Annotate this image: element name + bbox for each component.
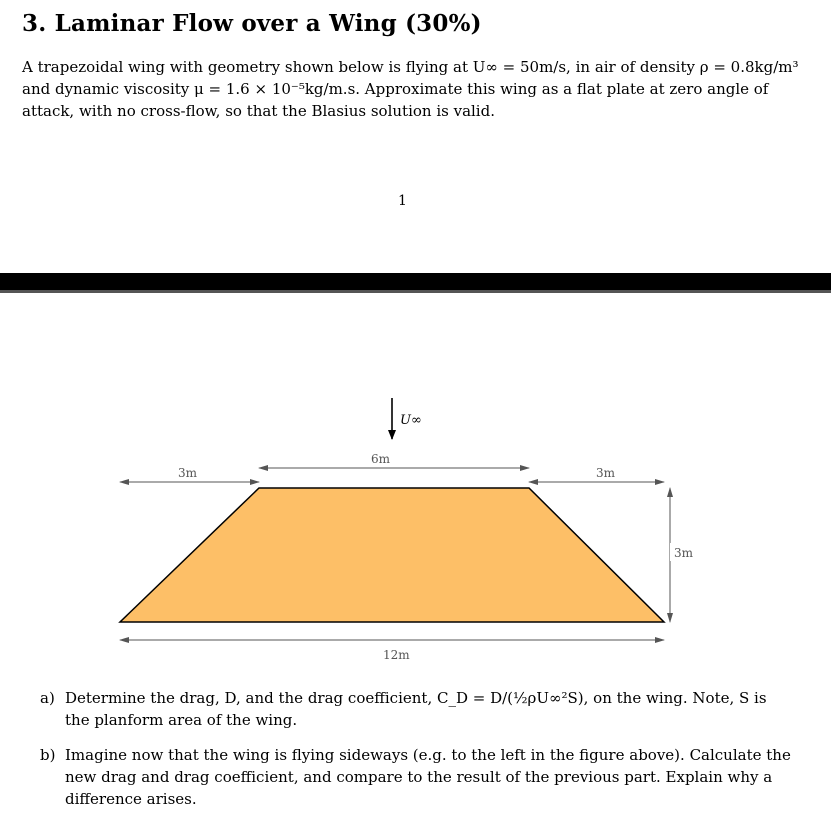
question-b-line-3: difference arises.: [65, 790, 197, 808]
dim-top-label: 6m: [371, 452, 391, 466]
wing-figure: [0, 390, 831, 665]
question-a-line-2: the planform area of the wing.: [65, 711, 298, 729]
problem-intro: [22, 56, 812, 122]
dim-bottom-label: 12m: [383, 648, 410, 662]
dim-height-label: 3m: [674, 546, 694, 560]
dim-right-label: 3m: [596, 466, 616, 480]
question-a-line-1: Determine the drag, D, and the drag coefficient, C_D = D/(½ρU∞²S), on the wing. Note, S is: [65, 689, 767, 707]
question-b-line-2: new drag and drag coefficient, and compare to the result of the previous part. Explain why a: [65, 768, 773, 786]
question-a-label: a): [40, 689, 55, 707]
page-number: 1: [398, 193, 407, 209]
intro-line-1: A trapezoidal wing with geometry shown below is flying at U∞ = 50m/s, in air of density ρ = 0.8kg/m³: [22, 58, 799, 76]
page-separator-bar: [0, 273, 831, 293]
wing-planform: [120, 488, 664, 622]
question-b: [40, 744, 795, 810]
intro-line-2: and dynamic viscosity μ = 1.6 × 10⁻⁵kg/m.s. Approximate this wing as a flat plate at zero angle of: [22, 80, 769, 98]
question-b-label: b): [40, 746, 56, 764]
freestream-label: U∞: [400, 413, 422, 428]
problem-title: 3. Laminar Flow over a Wing (30%): [22, 10, 482, 37]
question-b-line-1: Imagine now that the wing is flying sideways (e.g. to the left in the figure above). Calculate the: [65, 746, 791, 764]
dim-left-label: 3m: [178, 466, 198, 480]
question-a: [40, 687, 795, 731]
intro-line-3: attack, with no cross-flow, so that the Blasius solution is valid.: [22, 102, 495, 120]
